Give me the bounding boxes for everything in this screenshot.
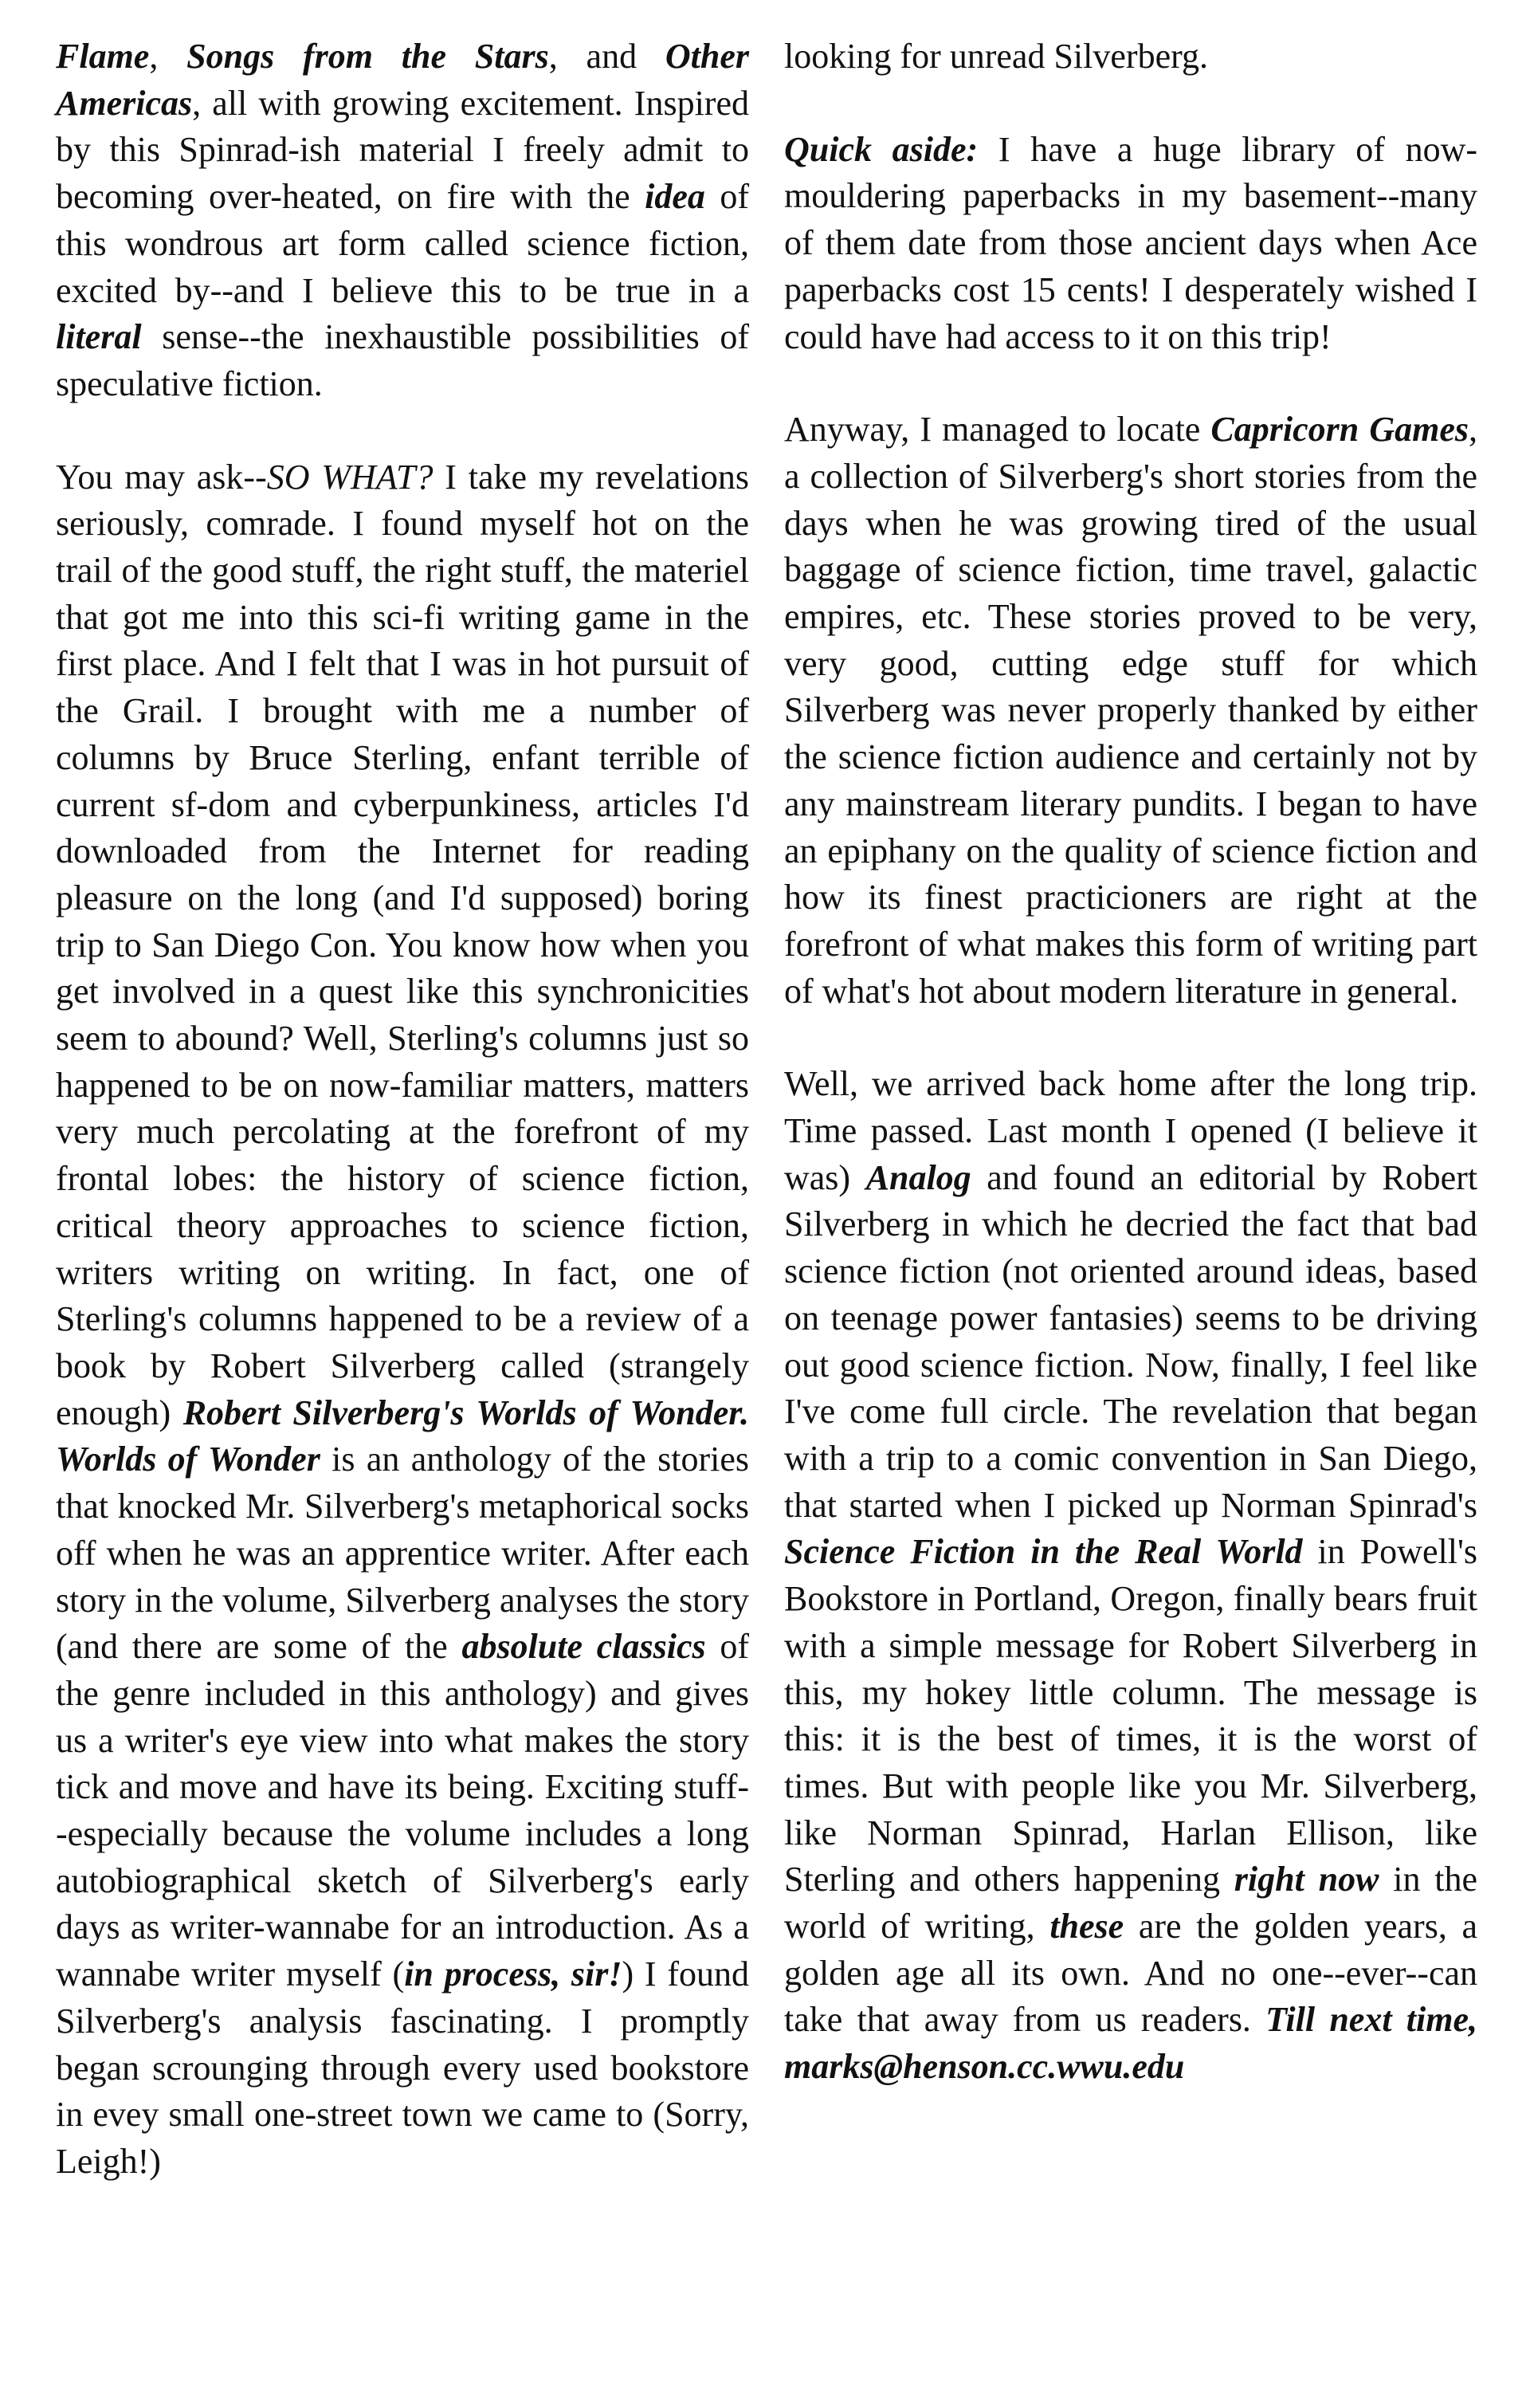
- body-text: is an anthology of the stories that knocked Mr. Silverberg's metaphorical socks off when he was an apprentice writer. After each story in the volume, Silverberg analyses the story (and there are some of the: [56, 1440, 749, 1667]
- body-text: Anyway, I managed to locate: [784, 410, 1211, 450]
- paragraph: [784, 407, 1477, 1015]
- emphasis-text: Flame: [56, 37, 150, 76]
- right-column: [784, 33, 1477, 2091]
- emphasis-text: Worlds of Wonder: [56, 1440, 320, 1479]
- body-text: , and: [548, 37, 665, 76]
- emphasis-text: literal: [56, 317, 142, 357]
- body-text: ) I found Silverberg's analysis fascinating. I promptly began scrounging through every used bookstore in evey small one-street town we came to (Sorry, Leigh!): [56, 1954, 750, 2181]
- emphasis-text: Quick aside:: [784, 129, 979, 169]
- emphasis-text: Capricorn Games: [1210, 410, 1469, 450]
- body-text: I take my revelations seriously, comrade. I found myself hot on the trail of the good stuff, the right stuff, the materiel that got me into this sci-fi writing game in the first place. And I felt that I was in hot pursuit of the Grail. I brought with me a number of columns by Bruce Sterling, enfant terrible of current sf-dom and cyberpunkiness, articles I'd downloaded from the Internet for reading pleasure on the long (and I'd supposed) boring trip to San Diego Con. You know how when you get involved in a quest like this synchronicities seem to abound? Well, Sterling's columns just so happened to be on now-familiar matters, matters very much percolating at the forefront of my frontal lobes: the history of science fiction, critical theory approaches to science fiction, writers writing on writing. In fact, one of Sterling's columns happened to be a review of a book by Robert Silverberg called (strangely enough): [56, 457, 749, 1432]
- body-text: of this wondrous art form called science fiction, excited by--and I believe this to be true in a: [56, 177, 750, 310]
- emphasis-text: SO WHAT?: [266, 457, 434, 497]
- body-text: ,: [149, 37, 187, 76]
- emphasis-text: in process, sir!: [404, 1954, 622, 1994]
- body-text: sense--the inexhaustible possibilities of speculative fiction.: [56, 317, 749, 403]
- emphasis-text: Robert Silverberg's Worlds of Wonder.: [182, 1393, 749, 1432]
- paragraph: [56, 454, 749, 2186]
- body-text: of the genre included in this anthology) and gives us a writer's eye view into what makes the story tick and move and have its being. Exciting stuff--especially because the volume includes a long autobiographical sketch of Silverberg's early days as writer-wannabe for an introduction. As a wannabe writer myself (: [56, 1627, 749, 1994]
- body-text: I have a huge library of now-mouldering paperbacks in my basement--many of them date from those ancient days when Ace paperbacks cost 15 cents! I desperately wished I could have had access to it on this trip!: [784, 129, 1477, 356]
- emphasis-text: Till next time, marks@henson.cc.wwu.edu: [784, 2000, 1477, 2087]
- emphasis-text: absolute classics: [461, 1627, 706, 1667]
- paragraph: [784, 127, 1477, 361]
- body-text: in Powell's Bookstore in Portland, Oregon, finally bears fruit with a simple message for Robert Silverberg in this, my hokey little column. The message is this: it is the best of times, it is the worst of times. But with people like you Mr. Silverberg, like Norman Spinrad, Harlan Ellison, like Sterling and others happening: [784, 1532, 1477, 1899]
- emphasis-text: right now: [1234, 1860, 1379, 1899]
- emphasis-text: Science Fiction in the Real World: [784, 1532, 1303, 1572]
- body-text: , a collection of Silverberg's short stories from the days when he was growing tired of the usual baggage of science fiction, time travel, galactic empires, etc. These stories proved to be very, very good, cutting edge stuff for which Silverberg was never properly thanked by either the science fiction audience and certainly not by any mainstream literary pundits. I began to have an epiphany on the quality of science fiction and how its finest practicioners are right at the forefront of what makes this form of writing part of what's hot about modern literature in general.: [784, 410, 1477, 1011]
- body-text: in the world of writing,: [784, 1860, 1477, 1946]
- paragraph: [784, 1061, 1477, 2090]
- body-text: looking for unread Silverberg.: [784, 37, 1208, 76]
- body-text: , all with growing excitement. Inspired by this Spinrad-ish material I freely admit to becoming over-heated, on fire with the: [56, 83, 749, 217]
- emphasis-text: these: [1049, 1907, 1124, 1946]
- emphasis-text: Songs from the Stars: [186, 37, 549, 76]
- emphasis-text: Analog: [865, 1157, 971, 1197]
- emphasis-text: idea: [645, 177, 705, 217]
- paragraph: [784, 33, 1477, 81]
- emphasis-text: Other Americas: [56, 37, 749, 123]
- body-text: Well, we arrived back home after the long trip. Time passed. Last month I opened (I believe it was): [784, 1064, 1477, 1197]
- body-text: You may ask--: [56, 457, 267, 497]
- paragraph: [56, 33, 749, 408]
- left-column: [56, 33, 749, 2186]
- body-text: and found an editorial by Robert Silverberg in which he decried the fact that bad science fiction (not oriented around ideas, based on teenage power fantasies) seems to be driving out good science fiction. Now, finally, I feel like I've come full circle. The revelation that began with a trip to a comic convention in San Diego, that started when I picked up Norman Spinrad's: [784, 1157, 1477, 1525]
- body-text: are the golden years, a golden age all its own. And no one--ever--can take that away from us readers.: [784, 1907, 1477, 2040]
